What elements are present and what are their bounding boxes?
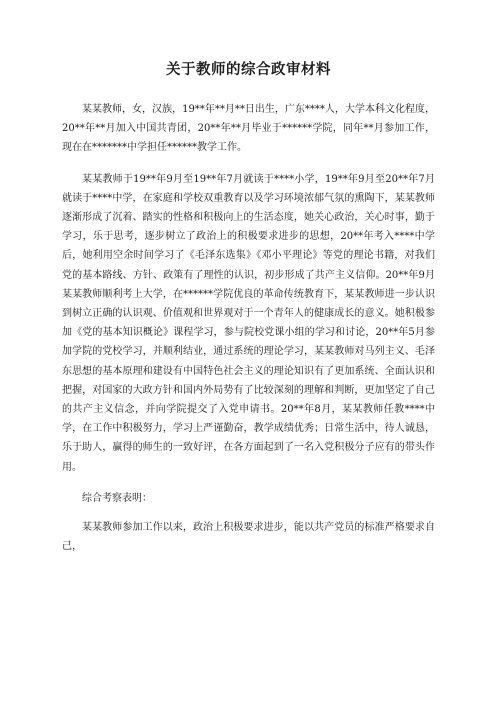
document-page — [62, 60, 435, 568]
paragraph-education-history: 某某教师于19**年9月至19**年7月就读于****小学，19**年9月至20**年7月就读于****中学，在家庭和学校双重教育以及学习环境浓郁气氛的熏陶下，某某教师逐渐形成了沉着、踏实的性格和积极向上的生活态度，她关心政治，关心时事，勤于学习，乐于思考，逐步树立了政治上的积极要求进步的思想，20**年考入****中学后，她利用空余时间学习了《毛泽东选集》《邓小平理论》等党的理论书籍，对我们党的基本路线、方针、政策有了理性的认识，初步形成了共产主义信仰。20**年9月某某教师顺利考上大学，在******学院优良的革命传统教育下，某某教师进一步认识到树立正确的认识观、价值观和世界观对于一个青年人的健康成长的意义。她积极参加《党的基本知识概论》课程学习，参与院校党课小组的学习和讨论，20**年5月参加学院的党校学习，并顺利结业，通过系统的理论学习，某某教师对马列主义、毛泽东思想的基本原理和建设有中国特色社会主义的理论知识有了更加系统、全面认识和把握，对国家的大政方针和国内外局势有了比较深刻的理解和判断，更加坚定了自己的共产主义信念，并向学院提交了入党申请书。20**年8月，某某教师任教****中学，在工作中积极努力，学习上严谨勤奋，教学成绩优秀；日常生活中，待人诚恳，乐于助人，赢得的师生的一致好评，在各方面起到了一名入党积极分子应有的带头作用。 — [62, 173, 435, 473]
paragraph-assessment-heading: 综合考察表明： — [82, 492, 152, 504]
paragraph-personal-info: 某某教师，女，汉族，19**年**月**日出生，广东****人，大学本科文化程度，20**年**月加入中国共青团，20**年**月毕业于******学院，同年**月参加工作，现在在*******中学担任******教学工作。 — [62, 104, 435, 154]
paragraph-assessment-body: 某某教师参加工作以来，政治上积极要求进步，能以共产党员的标准严格要求自己， — [62, 522, 435, 553]
document-title: 关于教师的综合政审材料 — [166, 62, 331, 78]
